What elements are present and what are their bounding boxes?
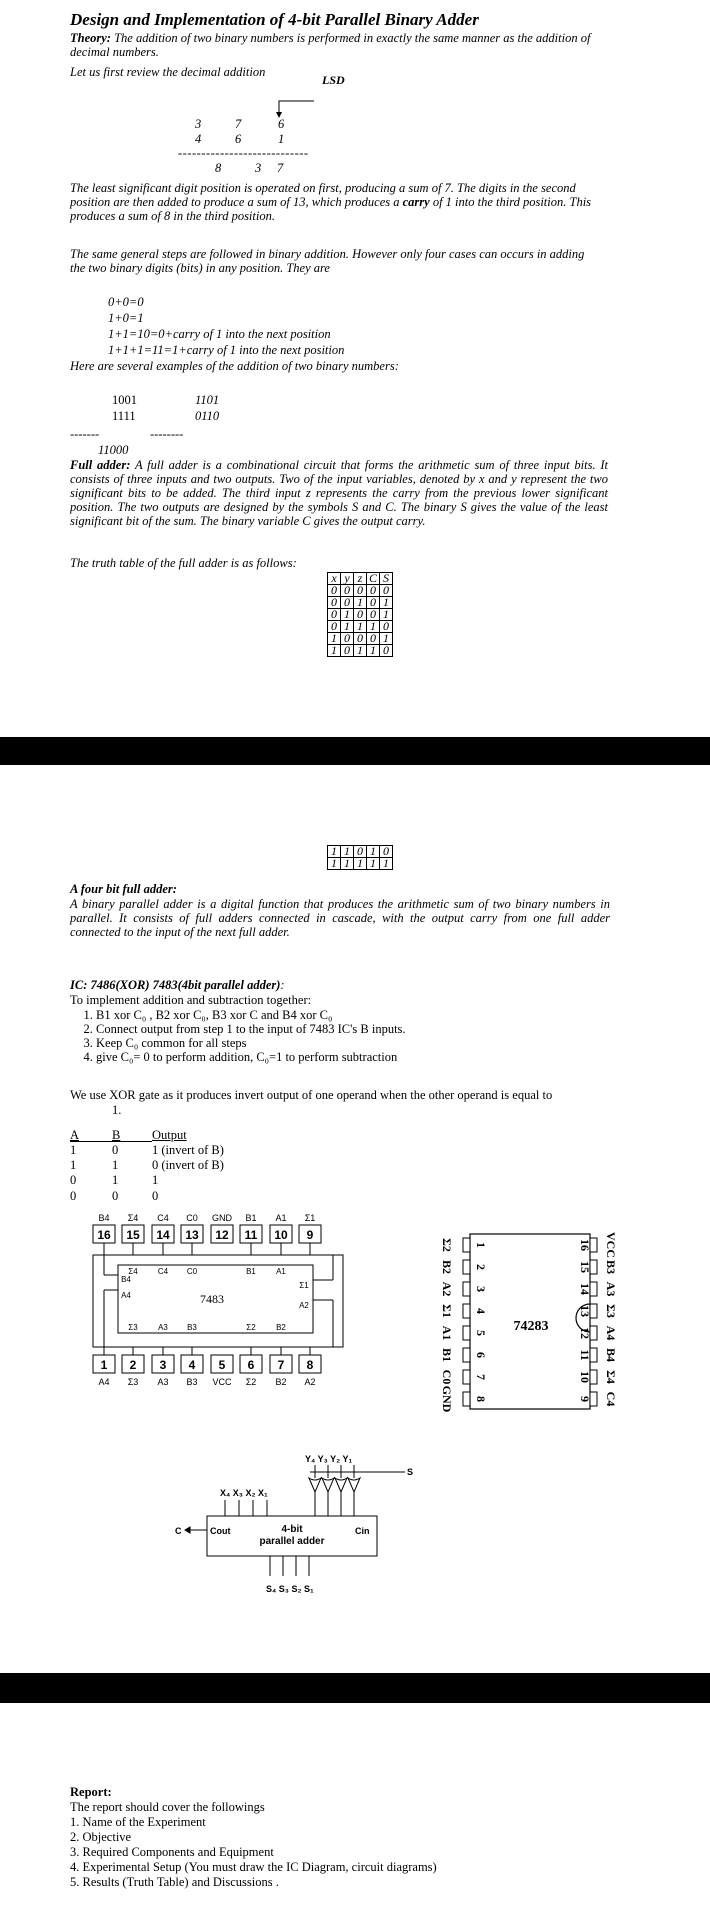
page-separator [0,737,710,765]
table-cell: 1 [328,633,341,645]
digit: 4 [195,132,202,146]
pin-number: 4 [474,1308,488,1314]
pin-number: 4 [188,1358,196,1372]
table-cell: 0 [380,621,393,633]
pin-number: 11 [244,1228,258,1242]
pin-number: 14 [578,1283,592,1295]
ic-heading [70,978,285,992]
xor-cell: 0 [152,1189,159,1203]
pin-number: 1 [474,1242,488,1248]
cin-label: Cin [355,1526,370,1536]
table-cell: 0 [354,846,367,858]
pin-number: 6 [247,1358,255,1372]
table-header: S [380,573,393,585]
xor-cell: 0 [112,1143,119,1157]
decimal-explanation [70,181,595,223]
xor-explanation: We use XOR gate as it produces invert output of one operand when the other operand is equal to [70,1088,553,1102]
table-cell: 0 [367,633,380,645]
ic-bottom-pin-boxes [93,1355,321,1373]
report-item: 4. Experimental Setup (You must draw the IC Diagram, circuit diagrams) [70,1860,437,1874]
sum-output-lines [270,1556,309,1576]
pin-number: 3 [159,1358,167,1372]
pin-label: A2 [304,1377,316,1387]
sum-outputs-label: S₄ S₃ S₂ S₁ [266,1584,314,1594]
table-cell: 0 [354,609,367,621]
table-cell: 0 [380,846,393,858]
cout-label: Cout [210,1526,231,1536]
pin-number: 12 [215,1228,229,1242]
pin-number: 9 [306,1228,314,1242]
pin-label: Σ4 [127,1213,139,1223]
pin-label: C4 [604,1391,618,1407]
lsd-arrow [276,95,318,119]
internal-label: Σ2 [246,1323,256,1332]
table-cell: 1 [380,858,393,870]
report-heading: Report: [70,1785,112,1799]
review-line: Let us first review the decimal addition [70,65,266,79]
list-item: 1. B1 xor C₀ , B2 xor C₀, B3 xor C and B4 xor C₀ [96,1008,636,1022]
pin-label: Σ3 [127,1377,139,1387]
internal-label: A3 [158,1323,168,1332]
ic-heading-text: IC: 7486(XOR) 7483(4bit parallel adder) [70,978,281,992]
carry-out-label: C [175,1526,182,1536]
y-inputs-label: Y₄ Y₃ Y₂ Y₁ [305,1454,353,1464]
pin-label: Σ2 [440,1238,454,1252]
text: The least significant digit position is operated on first, producing a sum of 7. The digits in the second position are then added to produce a sum of 13, which produces a [70,181,576,209]
xor-table [70,1128,250,1208]
adder-title-1: 4-bit [281,1524,303,1535]
pin-label: B3 [604,1259,618,1275]
pin-number: 5 [474,1330,488,1336]
internal-label: B4 [121,1275,131,1284]
table-cell: 1 [341,846,354,858]
xor-header-rule [70,1128,152,1142]
table-cell: 1 [328,645,341,657]
internal-label: B3 [187,1323,197,1332]
table-cell: 1 [328,858,341,870]
pin-number: 2 [129,1358,137,1372]
table-row [328,645,393,657]
table-cell: 1 [341,621,354,633]
ic-intro: To implement addition and subtraction together: [70,993,312,1007]
digit: 7 [235,117,242,131]
digit: 6 [235,132,242,146]
pin-label: A2 [440,1281,454,1297]
full-adder-truth-table [327,572,393,657]
table-cell: 1 [380,633,393,645]
xor-cell: 1 [70,1158,77,1172]
table-cell: 0 [367,609,380,621]
table-cell: 1 [328,846,341,858]
pin-number: 2 [474,1264,488,1270]
parallel-adder-block-diagram [165,1450,435,1615]
list-item: 3. Keep C₀ common for all steps [96,1036,636,1050]
theory-label: Theory: [70,31,111,45]
pin-label: Σ1 [440,1304,454,1318]
internal-label: C0 [186,1267,198,1276]
digit: 8 [215,161,222,175]
table-cell: 1 [380,609,393,621]
ic-steps [64,1008,636,1064]
pin-number: 7 [277,1358,285,1372]
pin-number: 13 [578,1305,592,1317]
pin-label: Σ2 [245,1377,257,1387]
ic-74283-right-pins [578,1232,618,1406]
adder-title-2: parallel adder [259,1536,325,1547]
chip-name: 7483 [200,1292,224,1306]
pin-label: A3 [157,1377,169,1387]
ic-bottom-pins [98,1377,315,1387]
table-cell: 0 [341,597,354,609]
table-header: z [354,573,367,585]
table-header: C [367,573,380,585]
pin-label: C0 [186,1213,198,1223]
report-item: 2. Objective [70,1830,132,1844]
table-cell: 0 [354,585,367,597]
table-cell: 0 [367,597,380,609]
carry-word: carry [402,195,430,209]
case-1: 0+0=0 [108,295,144,309]
example-1-bottom: 1111 [112,409,136,423]
table-cell: 0 [367,585,380,597]
pin-label: A1 [440,1325,454,1341]
table-cell: 0 [341,645,354,657]
xor-cell: 1 [112,1173,119,1187]
table-cell: 0 [328,585,341,597]
xor-cell: 1 (invert of B) [152,1143,224,1157]
table-cell: 0 [341,633,354,645]
case-3: 1+1=10=0+carry of 1 into the next position [108,327,331,341]
pin-number: 15 [126,1228,140,1242]
pin-label: B4 [98,1213,110,1223]
page-title: Design and Implementation of 4-bit Parallel Binary Adder [70,10,479,29]
pin-number: 12 [578,1327,592,1339]
xor-cell: 0 [70,1173,77,1187]
pin-label: B2 [440,1259,454,1275]
internal-label: A4 [121,1291,131,1300]
pin-label: VCC [604,1232,618,1258]
example-2-top: 1101 [195,393,220,407]
theory-paragraph [70,31,600,59]
pin-number: 8 [474,1396,488,1402]
table-cell: 1 [354,621,367,633]
pin-number: 1 [100,1358,108,1372]
x-input-lines [225,1500,267,1516]
xor-header: A [70,1128,80,1142]
pin-label: A4 [98,1377,110,1387]
table-cell: 0 [328,621,341,633]
table-cell: 0 [380,585,393,597]
table-cell: 1 [354,597,367,609]
xor-header: B [112,1128,121,1142]
ic-heading-suffix: : [280,978,285,992]
case-2: 1+0=1 [108,311,144,325]
xor-cell: 0 [112,1189,119,1203]
pin-number: 13 [185,1228,199,1242]
x-inputs-label: X₄ X₃ X₂ X₁ [220,1488,268,1498]
pin-number: 10 [578,1371,592,1383]
table-cell: 1 [341,858,354,870]
chip-name: 74283 [513,1319,549,1334]
pin-number: 16 [578,1239,592,1251]
digit: 6 [278,117,285,131]
report-item: 3. Required Components and Equipment [70,1845,274,1859]
table-cell: 1 [354,645,367,657]
ic-74283-left-pins [440,1238,488,1413]
digit: 1 [278,132,285,146]
report-item: 1. Name of the Experiment [70,1815,206,1829]
table-cell: 0 [341,585,354,597]
example-1-top: 1001 [112,393,137,407]
binary-intro: The same general steps are followed in binary addition. However only four cases can occurs in adding the two binary digits (bits) in any position. They are [70,247,585,275]
pin-label: GND [212,1213,232,1223]
xor-cell: 1 [70,1143,77,1157]
xor-gates [309,1465,405,1516]
pin-label: B1 [245,1213,257,1223]
pin-label: B1 [440,1347,454,1363]
pin-label: B2 [275,1377,287,1387]
text: of 1 into the third position. This produces a sum of 8 in the third position. [70,195,592,223]
pin-label: B4 [604,1347,618,1363]
pin-label: C0 [440,1369,454,1385]
ic-7483-diagram [88,1210,378,1410]
pin-label: Σ3 [604,1304,618,1318]
pin-label: A4 [604,1325,618,1341]
full-adder-paragraph [70,458,608,528]
internal-label: Σ4 [128,1267,138,1276]
lsd-label: LSD [322,73,345,87]
digit: 7 [277,161,284,175]
table-cell: 0 [380,645,393,657]
example-result: 11000 [98,443,129,457]
pin-number: 16 [97,1228,111,1242]
table-header: y [341,573,354,585]
digit: 3 [195,117,202,131]
pin-number: 14 [156,1228,170,1242]
pin-number: 9 [578,1396,592,1402]
pin-number: 5 [218,1358,226,1372]
internal-label: Σ3 [128,1323,138,1332]
report-item: 5. Results (Truth Table) and Discussions . [70,1875,279,1889]
list-item: 2. Connect output from step 1 to the input of 7483 IC's B inputs. [96,1022,636,1036]
page-separator [0,1673,710,1703]
xor-number: 1. [112,1103,122,1117]
table-row [328,858,393,870]
xor-cell: 1 [112,1158,119,1172]
pin-label: VCC [212,1377,232,1387]
internal-label: C4 [157,1267,169,1276]
truth-table-continued [327,845,393,870]
table-cell: 1 [367,858,380,870]
internal-label: Σ1 [299,1281,309,1290]
xor-header: Output [152,1128,187,1142]
pin-label: A3 [604,1281,618,1297]
example-2-bottom: 0110 [195,409,220,423]
pin-number: 8 [306,1358,314,1372]
xor-cell: 0 [70,1189,77,1203]
pin-label: Σ1 [304,1213,316,1223]
pin-number: 10 [274,1228,288,1242]
table-cell: 0 [328,597,341,609]
table-cell: 1 [367,645,380,657]
pin-number: 11 [578,1349,592,1361]
table-cell: 0 [328,609,341,621]
list-item: 4. give C₀= 0 to perform addition, C₀=1 to perform subtraction [96,1050,636,1064]
truth-table-intro: The truth table of the full adder is as follows: [70,556,297,570]
examples-intro: Here are several examples of the addition of two binary numbers: [70,359,399,373]
table-cell: 0 [354,633,367,645]
example-divider-2: -------- [150,427,184,441]
pin-number: 15 [578,1261,592,1273]
pin-label: Σ4 [604,1370,618,1384]
pin-number: 3 [474,1286,488,1292]
theory-text: The addition of two binary numbers is performed in exactly the same manner as the addition of decimal numbers. [70,31,591,59]
example-divider-1: ------- [70,427,100,441]
table-cell: 1 [367,621,380,633]
table-header: x [328,573,341,585]
report-intro: The report should cover the followings [70,1800,265,1814]
ic-74283-diagram [415,1226,620,1426]
ic-top-pins [98,1213,315,1223]
full-adder-text: A full adder is a combinational circuit that forms the arithmetic sum of three input bits. It consists of three inputs and two outputs. Two of the input variables, denoted by x and y represent the two significant bits to be added. The third input z represents the carry from the previous lower significant position. The two outputs are designed by the symbols S and C. The binary S gives the value of the least significant bit of the sum. The binary variable C gives the output carry. [70,458,609,528]
four-bit-heading: A four bit full adder: [70,882,177,896]
internal-label: A2 [299,1301,309,1310]
case-4: 1+1+1=11=1+carry of 1 into the next position [108,343,345,357]
internal-label: B2 [276,1323,286,1332]
four-bit-text: A binary parallel adder is a digital function that produces the arithmetic sum of two binary numbers in parallel. It consists of full adders connected in cascade, with the output carry from one full adder connected to the input of the next full adder. [70,897,610,939]
xor-cell: 1 [152,1173,159,1187]
sum-divider: ---------------------------- [178,146,309,160]
table-cell: 1 [380,597,393,609]
ic-top-pin-boxes [93,1225,321,1243]
pin-label: C4 [157,1213,169,1223]
pin-label: A1 [275,1213,287,1223]
table-cell: 1 [341,609,354,621]
pin-label: B3 [186,1377,198,1387]
carry-out-arrow [185,1527,207,1533]
internal-label: B1 [246,1267,256,1276]
table-cell: 1 [354,858,367,870]
s-input-label: S [407,1467,414,1477]
internal-label: A1 [276,1267,286,1276]
xor-cell: 0 (invert of B) [152,1158,224,1172]
table-cell: 1 [367,846,380,858]
pin-number: 6 [474,1352,488,1358]
pin-label: GND [440,1385,454,1413]
full-adder-label: Full adder: [70,458,131,472]
digit: 3 [255,161,262,175]
pin-number: 7 [474,1374,488,1380]
